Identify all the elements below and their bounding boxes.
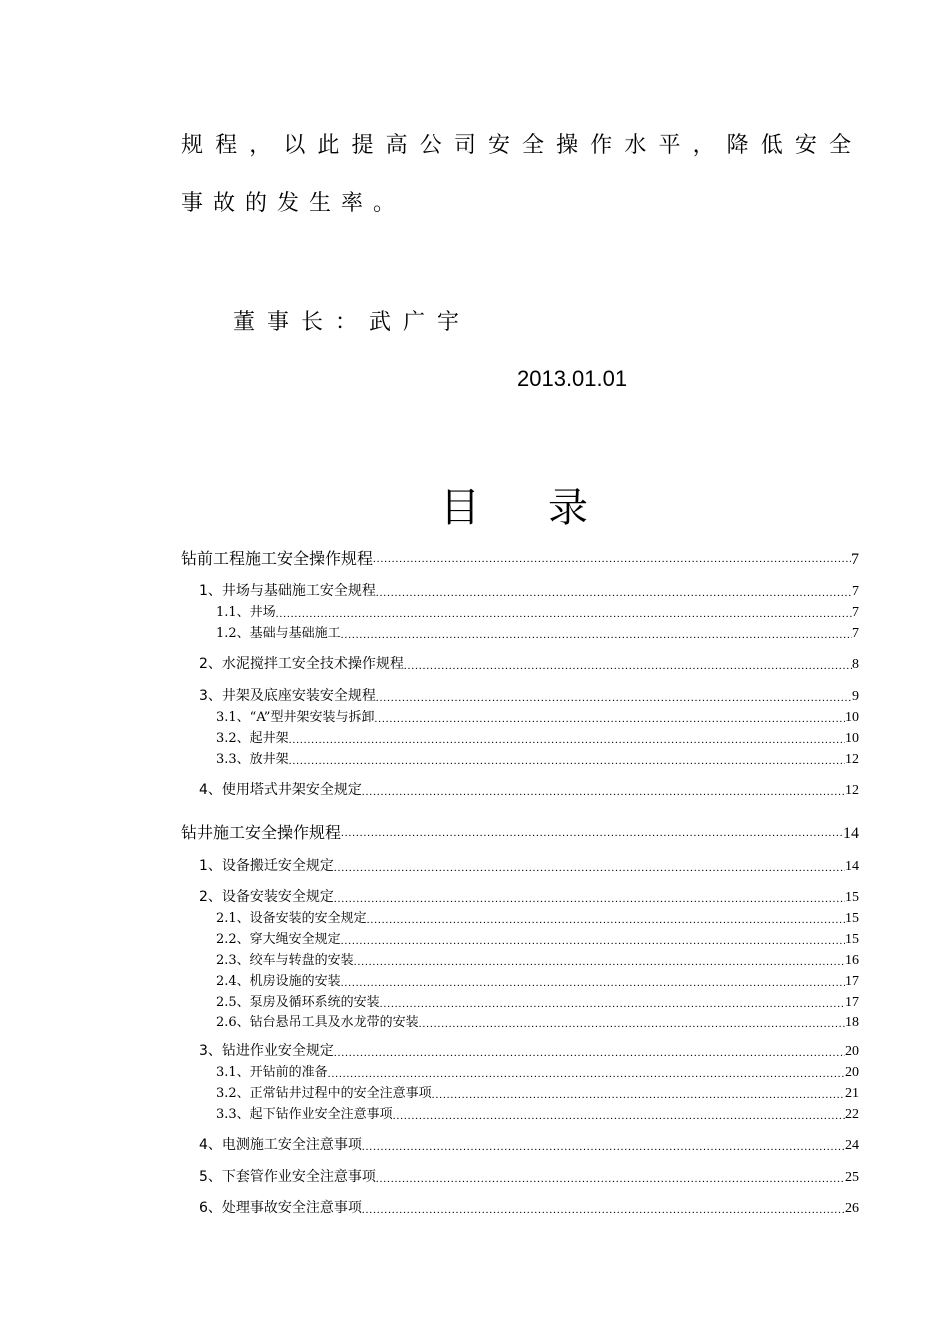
toc-entry-page-number: 12: [845, 783, 859, 798]
toc-entry-page-number: 8: [852, 657, 859, 672]
toc-entry-label: 3.2、起井架: [216, 731, 289, 746]
toc-dot-leader: [419, 1011, 845, 1033]
intro-paragraph-line-2: 事故的发生率。: [181, 191, 406, 216]
toc-dot-leader: [362, 1134, 845, 1156]
toc-entry[interactable]: [199, 1166, 859, 1188]
toc-entry[interactable]: [199, 685, 859, 707]
toc-entry-label: 1.2、基础与基础施工: [216, 626, 341, 641]
toc-entry[interactable]: [199, 580, 859, 602]
toc-dot-leader: [334, 886, 845, 908]
toc-entry[interactable]: [199, 855, 859, 877]
toc-entry-page-number: 10: [845, 710, 859, 725]
toc-entry-page-number: 14: [845, 859, 859, 874]
toc-entry-label: 1.1、井场: [216, 605, 276, 620]
toc-entry-label: 5、下套管作业安全注意事项: [199, 1169, 376, 1185]
toc-dot-leader: [341, 928, 845, 950]
toc-entry-label: 1、设备搬迁安全规定: [199, 858, 334, 874]
toc-entry-page-number: 7: [851, 551, 859, 568]
toc-dot-leader: [380, 991, 845, 1013]
toc-entry-label: 3.3、放井架: [216, 752, 289, 767]
toc-dot-leader: [362, 779, 845, 801]
signature-date: 2013.01.01: [517, 366, 628, 391]
toc-dot-leader: [334, 1040, 845, 1062]
toc-entry-page-number: 20: [845, 1065, 859, 1080]
toc-dot-leader: [362, 1197, 845, 1219]
toc-dot-leader: [367, 907, 845, 929]
toc-dot-leader: [393, 1103, 845, 1125]
toc-entry-label: 4、使用塔式井架安全规定: [199, 782, 362, 798]
toc-entry-page-number: 21: [845, 1086, 859, 1101]
toc-entry-page-number: 22: [845, 1107, 859, 1122]
toc-entry[interactable]: [216, 991, 859, 1013]
toc-dot-leader: [404, 653, 852, 675]
toc-entry-page-number: 26: [845, 1201, 859, 1216]
toc-dot-leader: [376, 580, 852, 602]
toc-entry-label: 3.1、“A”型井架安装与拆卸: [216, 710, 375, 725]
toc-entry[interactable]: [216, 1082, 859, 1104]
toc-entry-label: 钻井施工安全操作规程: [181, 823, 342, 842]
toc-entry-page-number: 15: [845, 932, 859, 947]
toc-entry[interactable]: [181, 820, 859, 842]
toc-entry-label: 3、井架及底座安装安全规程: [199, 688, 376, 704]
toc-entry-label: 2、设备安装安全规定: [199, 889, 334, 905]
toc-entry-label: 3.3、起下钻作业安全注意事项: [216, 1107, 393, 1122]
toc-entry-page-number: 20: [845, 1044, 859, 1059]
toc-entry-page-number: 7: [852, 605, 859, 620]
toc-entry[interactable]: [216, 907, 859, 929]
toc-entry-page-number: 18: [845, 1015, 859, 1030]
toc-entry[interactable]: [199, 886, 859, 908]
toc-entry[interactable]: [216, 748, 859, 770]
toc-dot-leader: [341, 820, 843, 842]
intro-paragraph-line-1: 规程，以此提高公司安全操作水平，降低安全: [181, 133, 851, 158]
toc-entry-label: 2.5、泵房及循环系统的安装: [216, 995, 380, 1010]
toc-entry[interactable]: [216, 727, 859, 749]
toc-entry[interactable]: [199, 779, 859, 801]
toc-dot-leader: [289, 748, 845, 770]
toc-entry-label: 钻前工程施工安全操作规程: [181, 549, 374, 568]
toc-entry-page-number: 17: [845, 974, 859, 989]
toc-entry-label: 2.1、设备安装的安全规定: [216, 911, 367, 926]
toc-dot-leader: [341, 970, 845, 992]
toc-entry-label: 2.2、穿大绳安全规定: [216, 932, 341, 947]
toc-entry-label: 2.3、绞车与转盘的安装: [216, 953, 354, 968]
toc-dot-leader: [341, 622, 852, 644]
toc-entry[interactable]: [199, 653, 859, 675]
toc-entry-page-number: 12: [845, 752, 859, 767]
toc-entry[interactable]: [181, 546, 859, 568]
toc-entry-page-number: 25: [845, 1170, 859, 1185]
toc-entry-page-number: 10: [845, 731, 859, 746]
toc-entry[interactable]: [216, 949, 859, 971]
toc-entry-page-number: 9: [852, 689, 859, 704]
toc-entry-label: 3.1、开钻前的准备: [216, 1065, 328, 1080]
toc-dot-leader: [354, 949, 845, 971]
toc-entry[interactable]: [199, 1197, 859, 1219]
toc-entry-page-number: 16: [845, 953, 859, 968]
toc-entry-label: 3.2、正常钻井过程中的安全注意事项: [216, 1086, 432, 1101]
toc-entry-page-number: 7: [852, 626, 859, 641]
toc-entry-label: 6、处理事故安全注意事项: [199, 1200, 362, 1216]
toc-entry-label: 3、钻进作业安全规定: [199, 1043, 334, 1059]
toc-dot-leader: [334, 855, 845, 877]
toc-title: 目录: [440, 485, 656, 531]
toc-entry[interactable]: [199, 1134, 859, 1156]
chairman-signature: 董事长：武广宇: [233, 310, 472, 335]
toc-entry[interactable]: [216, 1061, 859, 1083]
toc-entry[interactable]: [216, 601, 859, 623]
toc-entry-label: 4、电测施工安全注意事项: [199, 1137, 362, 1153]
toc-entry[interactable]: [216, 622, 859, 644]
toc-dot-leader: [376, 685, 852, 707]
toc-entry[interactable]: [216, 1103, 859, 1125]
toc-dot-leader: [373, 546, 851, 568]
toc-entry[interactable]: [216, 1011, 859, 1033]
toc-dot-leader: [432, 1082, 845, 1104]
toc-entry-page-number: 24: [845, 1138, 859, 1153]
toc-entry-page-number: 15: [845, 890, 859, 905]
toc-entry-page-number: 14: [843, 825, 859, 842]
toc-dot-leader: [276, 601, 852, 623]
toc-entry[interactable]: [216, 970, 859, 992]
toc-dot-leader: [328, 1061, 845, 1083]
toc-dot-leader: [374, 706, 845, 728]
toc-entry-label: 1、井场与基础施工安全规程: [199, 583, 376, 599]
toc-entry-label: 2.6、钻台悬吊工具及水龙带的安装: [216, 1015, 419, 1030]
toc-entry[interactable]: [199, 1040, 859, 1062]
toc-entry-label: 2.4、机房设施的安装: [216, 974, 341, 989]
toc-dot-leader: [376, 1166, 845, 1188]
toc-entry-page-number: 7: [852, 584, 859, 599]
toc-dot-leader: [289, 727, 845, 749]
toc-entry-label: 2、水泥搅拌工安全技术操作规程: [199, 656, 404, 672]
toc-entry-page-number: 17: [845, 995, 859, 1010]
toc-entry-page-number: 15: [845, 911, 859, 926]
toc-entry[interactable]: [216, 706, 859, 728]
toc-entry[interactable]: [216, 928, 859, 950]
